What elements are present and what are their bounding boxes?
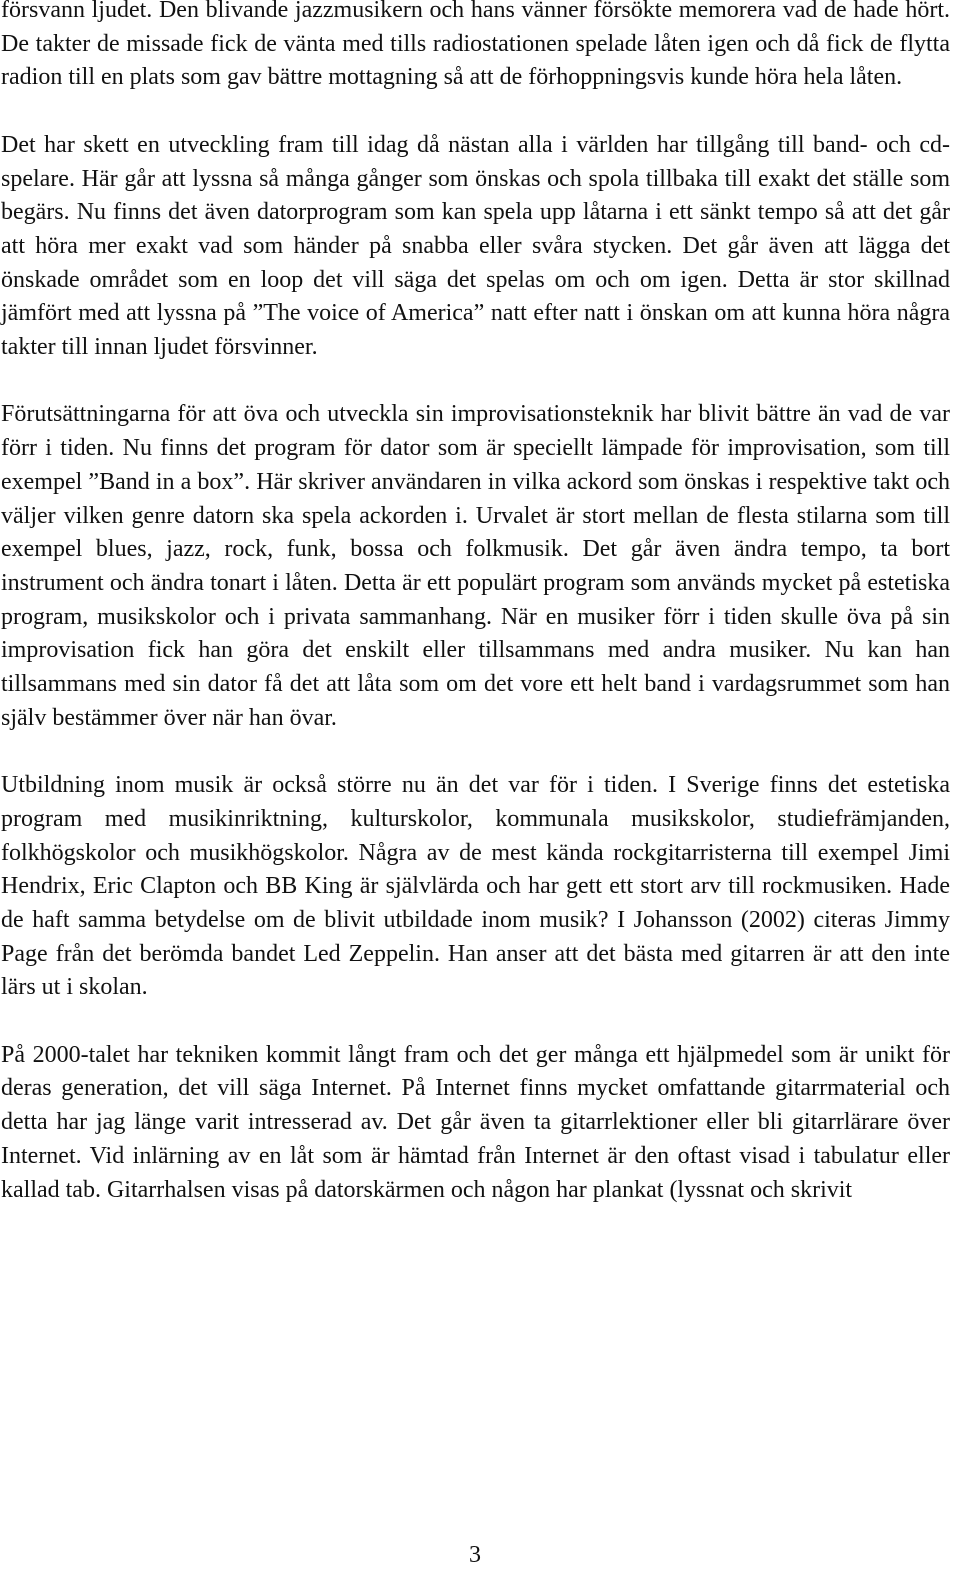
paragraph-4: Utbildning inom musik är också större nu än det var för i tiden. I Sverige finns det estetiska program med musikinriktning, kulturskolor, kommunala musikskolor, studiefrämjanden, folkhögskolor och musikhögskolor. Några av de mest kända rockgitarristerna till exempel Jimi Hendrix, Eric Clapton och BB King är självlärda och har gett ett stort arv till rockmusiken. Hade de haft samma betydelse om de blivit utbildade inom musik? I Johansson (2002) citeras Jimmy Page från det berömda bandet Led Zeppelin. Han anser att det bästa med gitarren är att den inte lärs ut i skolan.	[1, 772, 950, 1001]
body-text	[1, 0, 950, 1207]
paragraph-1: försvann ljudet. Den blivande jazzmusikern och hans vänner försökte memorera vad de hade hört. De takter de missade fick de vänta med tills radiostationen spelade låten igen och då fick de flytta radion till en plats som gav bättre mottagning så att de förhoppningsvis kunde höra hela låten.	[1, 0, 950, 91]
paragraph-2: Det har skett en utveckling fram till idag då nästan alla i världen har tillgång till band- och cd-spelare. Här går att lyssna så många gånger som önskas och spola tillbaka till exakt det ställe som begärs. Nu finns det även datorprogram som kan spela upp låtarna i ett sänkt tempo så att det går att höra mer exakt vad som händer på snabba eller svåra stycken. Det går även att lägga det önskade området som en loop det vill säga det spelas om och om igen. Detta är stor skillnad jämfört med att lyssna på ”The voice of America” natt efter natt i önskan om att kunna höra några takter till innan ljudet försvinner.	[1, 131, 950, 361]
page-number: 3	[469, 1542, 481, 1568]
paragraph-3: Förutsättningarna för att öva och utveckla sin improvisationsteknik har blivit bättre än vad de var förr i tiden. Nu finns det program för dator som är speciellt lämpade för improvisation, som till exempel ”Band in a box”. Här skriver användaren in vilka ackord som önskas i respektive takt och väljer vilken genre datorn ska spela ackorden i. Urvalet är stort mellan de flesta stilarna som till exempel blues, jazz, rock, funk, bossa och folkmusik. Det går även ändra tempo, ta bort instrument och ändra tonart i låten. Detta är ett populärt program som används mycket på estetiska program, musikskolor och i privata sammanhang. När en musiker förr i tiden skulle öva på sin improvisation fick han göra det enskilt eller tillsammans med andra musiker. Nu kan han tillsammans med sin dator få det att låta som om det vore ett helt band i vardagsrummet som han själv bestämmer över när han övar.	[1, 401, 950, 731]
paragraph-5: På 2000-talet har tekniken kommit långt fram och det ger många ett hjälpmedel som är unikt för deras generation, det vill säga Internet. På Internet finns mycket omfattande gitarrmaterial och detta har jag länge varit intresserad av. Det går även ta gitarrlektioner eller bli gitarrlärare över Internet. Vid inlärning av en låt som är hämtad från Internet är den oftast visad i tabulatur eller kallad tab. Gitarrhalsen visas på datorskärmen och någon har plankat (lyssnat och skrivit	[1, 1041, 950, 1203]
